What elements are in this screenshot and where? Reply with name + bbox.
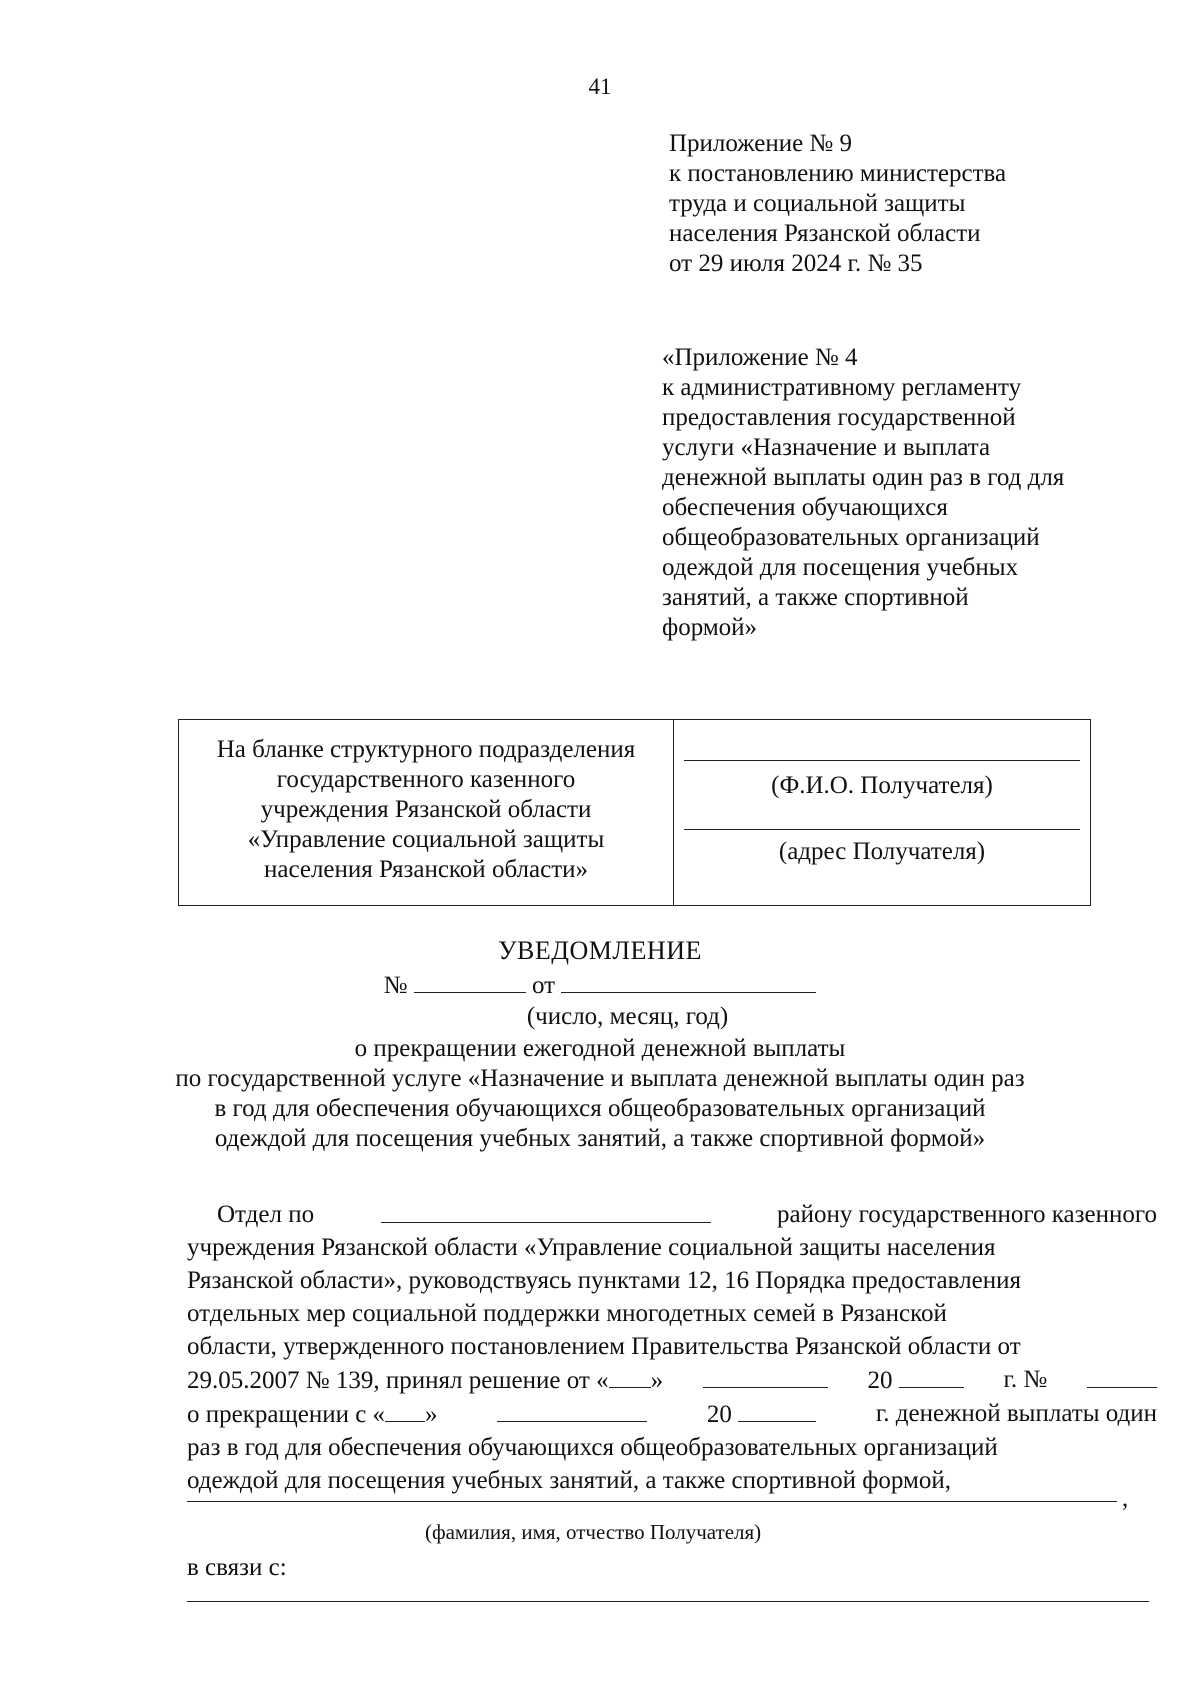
fullname-comma: , <box>1122 1485 1129 1512</box>
notice-body <box>187 1198 1157 1497</box>
notice-subject-line: о прекращении ежегодной денежной выплаты <box>354 1035 846 1062</box>
letterhead-cell <box>179 720 674 905</box>
annex-regulation-line: обеспечения обучающихся <box>662 494 948 521</box>
termination-month-field[interactable] <box>497 1397 647 1422</box>
notice-number-row <box>0 970 1200 1001</box>
annex-regulation-line: общеобразовательных организаций <box>662 524 1040 551</box>
notice-subject-line: в год для обеспечения обучающихся общеобразовательных организаций <box>214 1095 986 1122</box>
letterhead-line: государственного казенного <box>276 766 576 793</box>
body-line: раз в год для обеспечения обучающихся общеобразовательных организаций <box>187 1434 998 1461</box>
recipient-name-caption: (Ф.И.О. Получателя) <box>771 772 993 799</box>
annex-regulation-line: занятий, а также спортивной <box>662 584 969 611</box>
decision-year-field[interactable] <box>899 1363 964 1388</box>
decision-month-field[interactable] <box>703 1363 828 1388</box>
decision-number-field[interactable] <box>1087 1363 1157 1388</box>
notice-date-field[interactable] <box>561 970 816 993</box>
annex-main-line: от 29 июля 2024 г. № 35 <box>669 250 923 277</box>
annex-main-line: Приложение № 9 <box>669 130 853 157</box>
annex-main-heading <box>669 129 1006 279</box>
notice-subject <box>0 1034 1200 1154</box>
body-line: учреждения Рязанской области «Управление социальной защиты населения <box>187 1234 996 1261</box>
body-line: одеждой для посещения учебных занятий, а также спортивной формой, <box>187 1467 952 1494</box>
notice-subject-line: по государственной услуге «Назначение и выплата денежной выплаты один раз <box>175 1065 1025 1092</box>
annex-main-line: к постановлению министерства <box>669 160 1007 187</box>
recipient-name-field[interactable] <box>684 760 1080 761</box>
letterhead-line: населения Рязанской области» <box>263 856 589 883</box>
page-number: 41 <box>588 74 612 99</box>
body-line: 29.05.2007 № 139, принял решение от « » 20 г. № <box>187 1363 1157 1397</box>
body-line: Рязанской области», руководствуясь пунктами 12, 16 Порядка предоставления <box>187 1267 1021 1294</box>
from-label: от <box>532 972 556 999</box>
annex-regulation-line: одеждой для посещения учебных <box>662 554 1019 581</box>
termination-year-field[interactable] <box>738 1397 816 1422</box>
body-line <box>187 1198 1157 1231</box>
decision-day-field[interactable] <box>609 1363 651 1388</box>
recipient-address-caption: (адрес Получателя) <box>778 838 986 865</box>
department-label: Отдел по <box>217 1201 315 1228</box>
district-field[interactable] <box>381 1198 711 1223</box>
reason-field[interactable] <box>187 1601 1149 1602</box>
notice-number-field[interactable] <box>414 970 526 993</box>
letterhead-line: «Управление социальной защиты <box>247 826 605 853</box>
notice-title: УВЕДОМЛЕНИЕ <box>498 936 702 965</box>
recipient-fullname-field[interactable] <box>187 1501 1117 1502</box>
letterhead-line: На бланке структурного подразделения <box>216 736 636 763</box>
letterhead-table <box>178 719 1091 906</box>
annex-main-line: труда и социальной защиты <box>669 190 966 217</box>
annex-regulation-heading <box>662 343 1064 643</box>
date-caption: (число, месяц, год) <box>526 1003 729 1030</box>
reason-label: в связи с: <box>187 1554 287 1581</box>
recipient-address-field[interactable] <box>684 829 1080 830</box>
letterhead-line: учреждения Рязанской области <box>260 796 592 823</box>
recipient-fullname-caption: (фамилия, имя, отчество Получателя) <box>425 1520 762 1544</box>
annex-regulation-line: денежной выплаты один раз в год для <box>662 464 1065 491</box>
annex-main-line: населения Рязанской области <box>669 220 981 247</box>
annex-regulation-line: услуги «Назначение и выплата <box>662 434 991 461</box>
termination-day-field[interactable] <box>385 1397 425 1422</box>
recipient-cell <box>674 720 1090 905</box>
annex-regulation-line: предоставления государственной <box>662 404 1016 431</box>
body-line: отдельных мер социальной поддержки многодетных семей в Рязанской <box>187 1300 947 1327</box>
body-line: области, утвержденного постановлением Правительства Рязанской области от <box>187 1333 1021 1360</box>
annex-regulation-line: «Приложение № 4 <box>662 344 858 371</box>
annex-regulation-line: к административному регламенту <box>662 374 1022 401</box>
body-line: о прекращении с « » 20 г. денежной выплаты один <box>187 1397 1157 1431</box>
district-suffix: району государственного казенного <box>776 1201 1157 1228</box>
annex-regulation-line: формой» <box>662 614 758 641</box>
notice-subject-line: одеждой для посещения учебных занятий, а также спортивной формой» <box>214 1125 986 1152</box>
number-label: № <box>383 972 408 999</box>
